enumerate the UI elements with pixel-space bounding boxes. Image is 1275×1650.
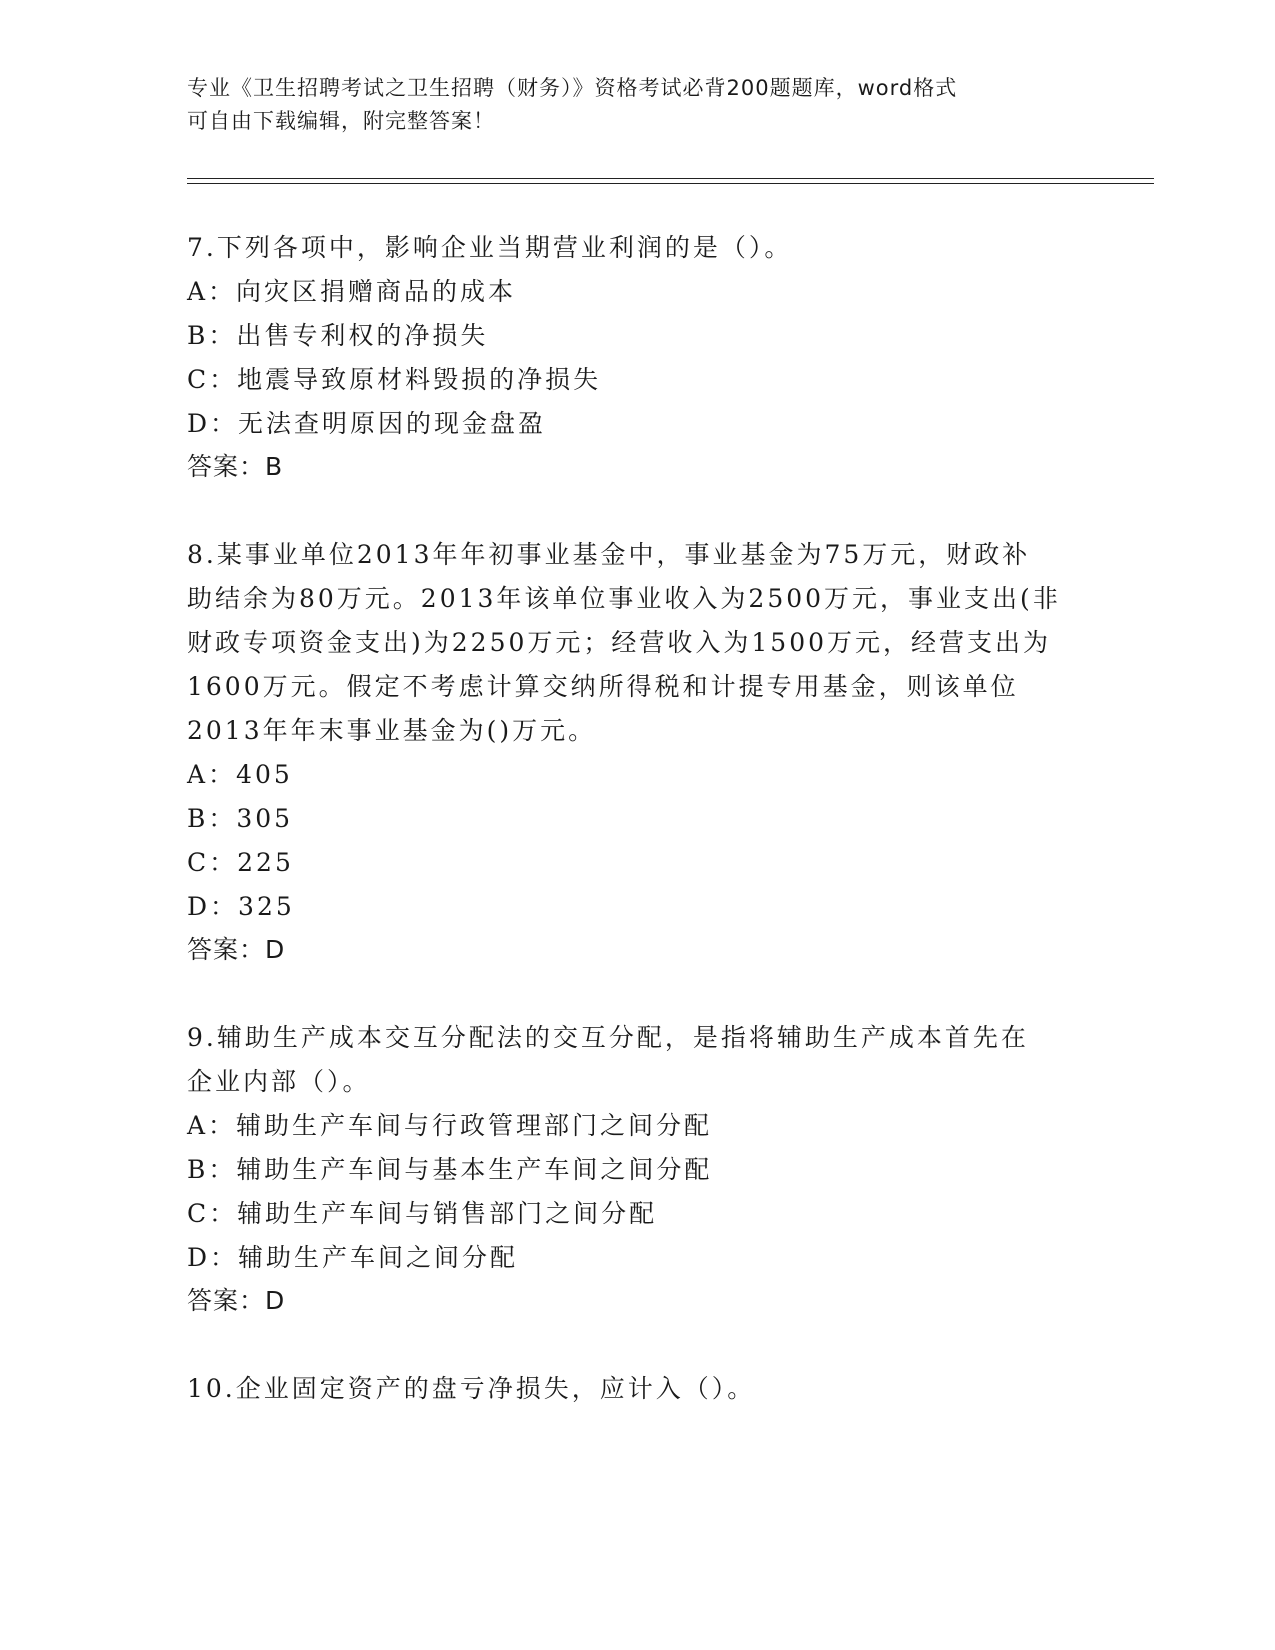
question-8-stem-line: 8.某事业单位2013年年初事业基金中，事业基金为75万元，财政补 (187, 540, 1031, 569)
question-7-answer: 答案：B (187, 452, 284, 481)
question-9-option-d: D：辅助生产车间之间分配 (187, 1243, 519, 1272)
question-8-option-b: B：305 (187, 804, 294, 833)
question-8-answer: 答案：D (187, 935, 286, 964)
question-9-option-c: C：辅助生产车间与销售部门之间分配 (187, 1199, 658, 1228)
question-9-option-b: B：辅助生产车间与基本生产车间之间分配 (187, 1155, 713, 1184)
question-8-option-a: A：405 (187, 760, 293, 789)
question-8-stem-line: 2013年年末事业基金为()万元。 (187, 716, 597, 745)
header-line-1: 专业《卫生招聘考试之卫生招聘（财务）》资格考试必背200题题库，word格式 (187, 76, 958, 100)
question-9-stem-line: 9.辅助生产成本交互分配法的交互分配，是指将辅助生产成本首先在 (187, 1023, 1029, 1052)
question-7-option-d: D：无法查明原因的现金盘盈 (187, 409, 547, 438)
header-line-2: 可自由下载编辑，附完整答案！ (187, 109, 495, 133)
question-10-stem-line: 10.企业固定资产的盘亏净损失，应计入（）。 (187, 1374, 756, 1403)
header-divider-top (187, 178, 1154, 179)
question-8-stem-line: 助结余为80万元。2013年该单位事业收入为2500万元，事业支出(非 (187, 584, 1061, 613)
question-9-option-a: A：辅助生产车间与行政管理部门之间分配 (187, 1111, 713, 1140)
question-8-stem-line: 财政专项资金支出)为2250万元；经营收入为1500万元，经营支出为 (187, 628, 1052, 657)
question-8-stem-line: 1600万元。假定不考虑计算交纳所得税和计提专用基金，则该单位 (187, 672, 1019, 701)
question-7-stem-line: 7.下列各项中，影响企业当期营业利润的是（）。 (187, 233, 793, 262)
question-7-option-c: C：地震导致原材料毁损的净损失 (187, 365, 602, 394)
document-header (187, 72, 1067, 138)
question-9-answer: 答案：D (187, 1286, 286, 1315)
question-8-option-c: C：225 (187, 848, 294, 877)
header-divider-bottom (187, 183, 1154, 184)
question-7-option-a: A：向灾区捐赠商品的成本 (187, 277, 517, 306)
question-7-option-b: B：出售专利权的净损失 (187, 321, 489, 350)
question-8-option-d: D：325 (187, 892, 295, 921)
question-9-stem-line: 企业内部（）。 (187, 1067, 371, 1096)
